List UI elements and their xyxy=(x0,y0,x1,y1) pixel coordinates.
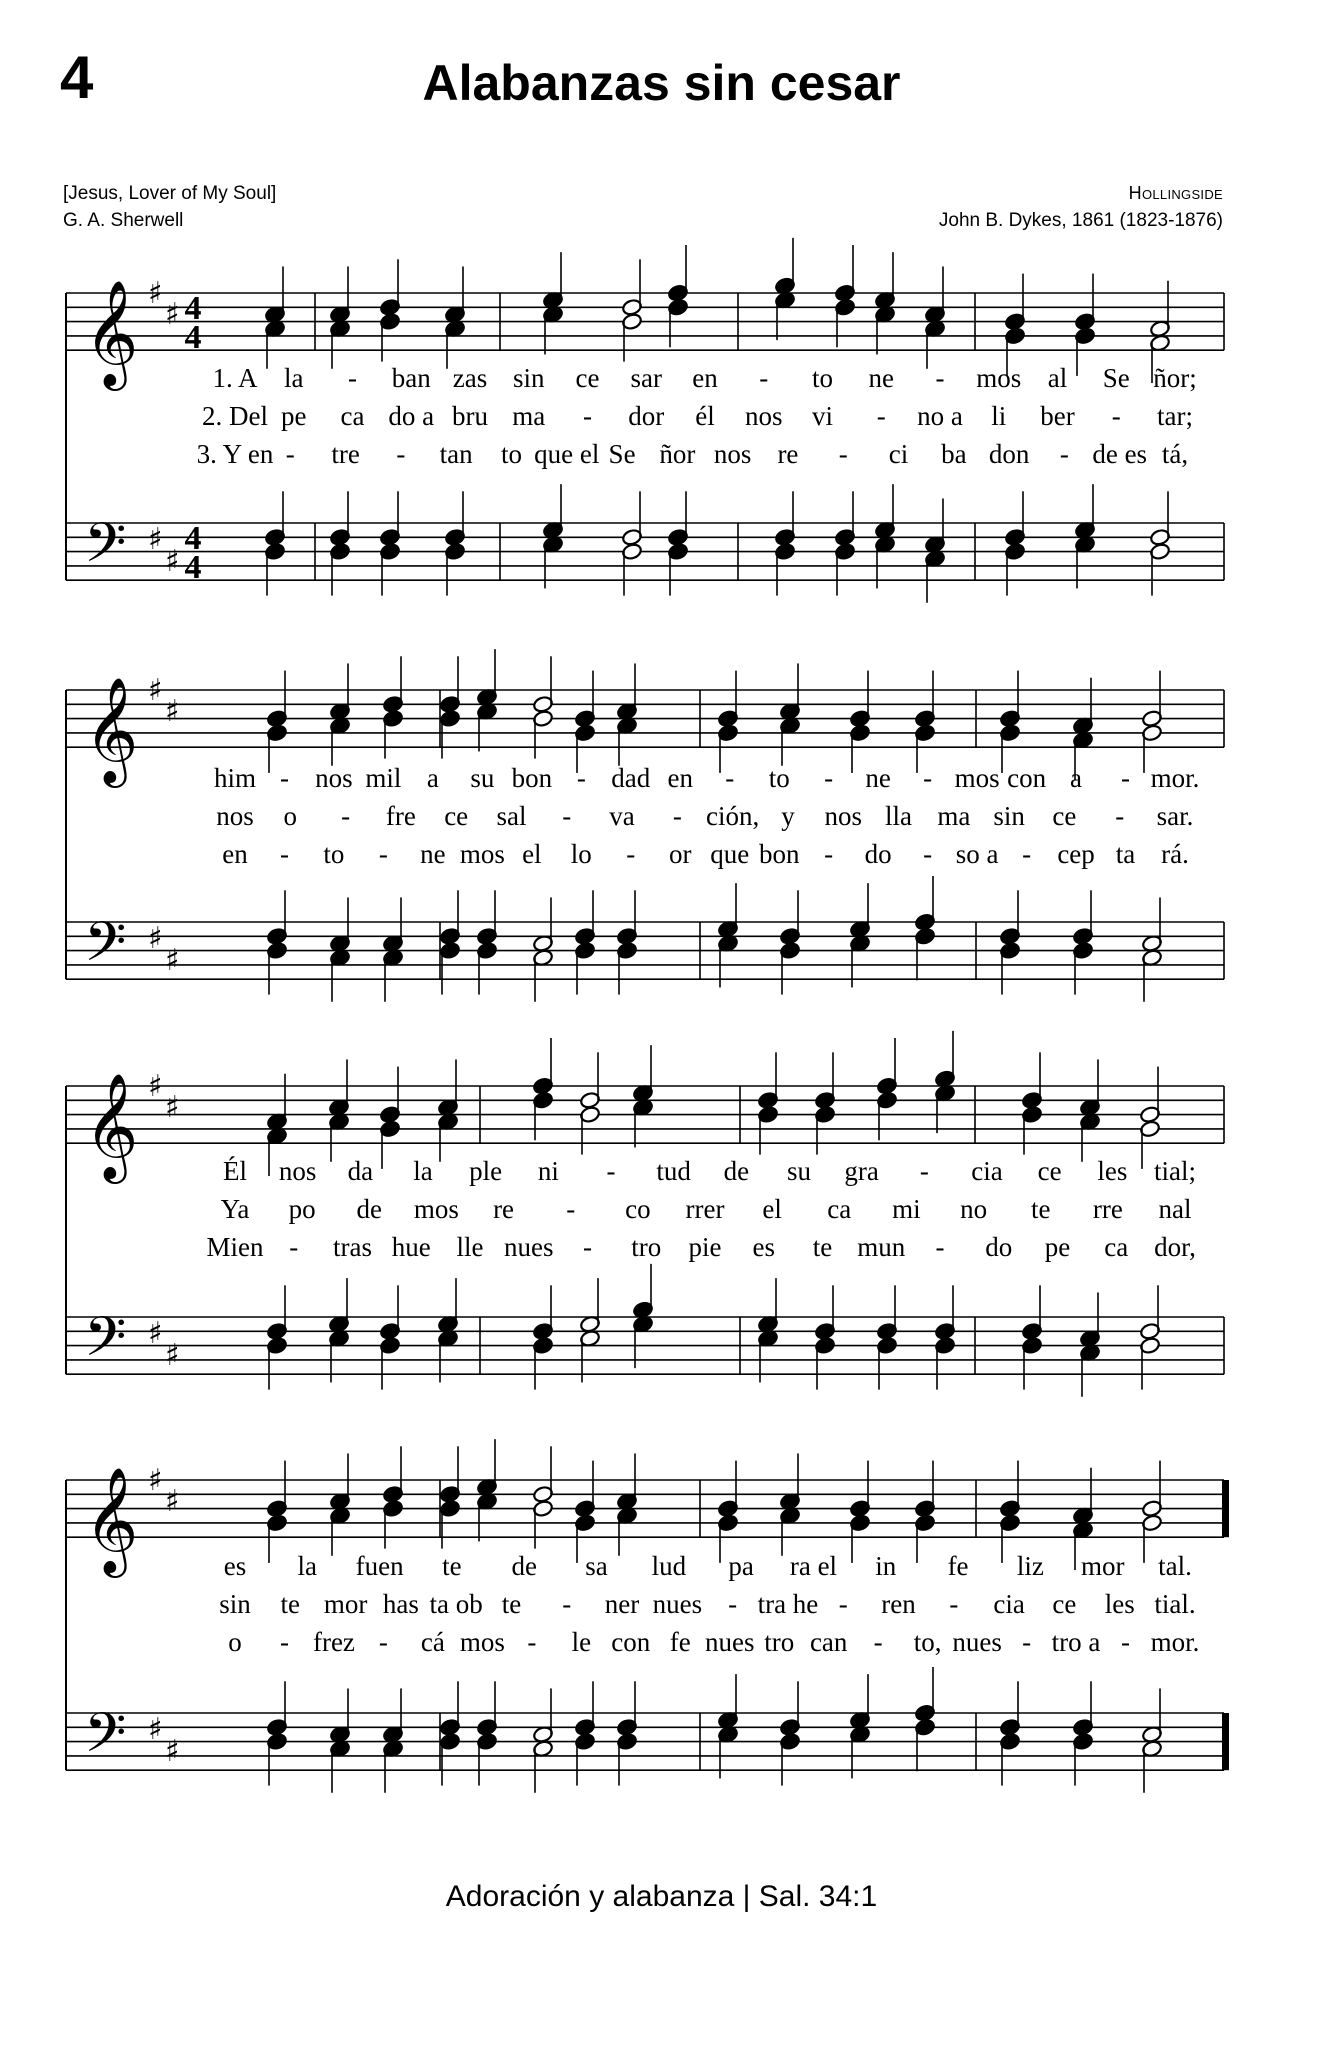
lyric-syllable: rre xyxy=(1092,1194,1123,1224)
lyric-hyphen: - xyxy=(279,763,289,793)
lyric-syllable: la xyxy=(297,1551,318,1581)
lyric-syllable: nos xyxy=(824,801,862,831)
lyric-syllable: rá. xyxy=(1161,839,1189,869)
treble-clef-icon: 𝄞 xyxy=(84,1072,139,1180)
sharp-icon: ♯ xyxy=(148,921,163,956)
lyric-syllable: que xyxy=(710,839,750,869)
lyric-syllable: him xyxy=(213,763,257,793)
lyric-syllable: da xyxy=(347,1156,374,1186)
lyric-syllable: ñor xyxy=(659,439,696,469)
lyric-syllable: to xyxy=(323,839,345,869)
lyric-syllable: mil xyxy=(365,763,402,793)
lyric-hyphen: - xyxy=(1115,801,1125,831)
treble-clef-icon: 𝄞 xyxy=(84,676,139,784)
lyric-syllable: pe xyxy=(281,401,307,431)
lyric-syllable: hue xyxy=(391,1232,431,1262)
lyric-syllable: ca xyxy=(827,1194,852,1224)
lyric-syllable: tro xyxy=(631,1232,662,1262)
lyric-syllable: es xyxy=(223,1551,247,1581)
lyric-hyphen: - xyxy=(919,1156,929,1186)
lyric-syllable: ta xyxy=(1115,839,1136,869)
lyric-syllable: don xyxy=(988,439,1030,469)
lyric-syllable: rrer xyxy=(685,1194,725,1224)
lyric-syllable: Se xyxy=(608,439,636,469)
lyric-hyphen: - xyxy=(527,1627,537,1657)
lyric-hyphen: - xyxy=(876,401,886,431)
lyric-syllable: mos xyxy=(413,1194,459,1224)
lyric-syllable: liz xyxy=(1016,1551,1044,1581)
lyric-syllable: tial; xyxy=(1154,1156,1196,1186)
lyric-syllable: fe xyxy=(947,1551,969,1581)
lyric-syllable: mor. xyxy=(1150,763,1200,793)
lyric-syllable: nos xyxy=(216,801,254,831)
lyric-hyphen: - xyxy=(1022,839,1032,869)
lyric-syllable: te xyxy=(442,1551,462,1581)
lyric-syllable: bon xyxy=(758,839,800,869)
lyric-hyphen: - xyxy=(583,1232,592,1262)
lyric-syllable: cia xyxy=(971,1156,1003,1186)
lyric-hyphen: - xyxy=(576,763,586,793)
lyric-syllable: do a xyxy=(388,401,435,431)
lyric-syllable: el xyxy=(762,1194,782,1224)
lyric-syllable: ner xyxy=(604,1589,640,1619)
lyric-syllable: ce xyxy=(1037,1156,1062,1186)
lyric-syllable: tial. xyxy=(1154,1589,1196,1619)
lyric-syllable: con xyxy=(611,1627,651,1657)
lyric-syllable: va xyxy=(609,801,635,831)
lyric-syllable: que el xyxy=(534,439,600,469)
lyric-syllable: lle xyxy=(456,1232,484,1262)
lyric-syllable: sa xyxy=(585,1551,608,1581)
lyric-syllable: su xyxy=(786,1156,812,1186)
lyric-syllable: les xyxy=(1097,1156,1128,1186)
lyric-syllable: en xyxy=(667,763,693,793)
lyric-syllable: ber xyxy=(1040,401,1075,431)
lyric-hyphen: - xyxy=(562,1589,572,1619)
sharp-icon: ♯ xyxy=(165,1484,180,1519)
lyric-hyphen: - xyxy=(1121,763,1131,793)
lyric-syllable: Mien xyxy=(206,1232,264,1262)
lyric-syllable: con xyxy=(1007,763,1047,793)
lyric-syllable: ren xyxy=(881,1589,916,1619)
lyric-syllable: ba xyxy=(941,439,967,469)
lyric-syllable: te xyxy=(280,1589,301,1619)
lyric-syllable: tal. xyxy=(1158,1551,1192,1581)
lyric-hyphen: - xyxy=(583,401,592,431)
lyric-syllable: nues xyxy=(652,1589,703,1619)
final-barline xyxy=(1222,1480,1229,1537)
lyric-syllable: cá xyxy=(420,1627,445,1657)
sharp-icon: ♯ xyxy=(165,544,180,579)
lyric-syllable: do xyxy=(985,1232,1013,1262)
lyric-hyphen: - xyxy=(935,1232,945,1262)
tune-name: Hollingside xyxy=(1128,183,1223,203)
lyric-hyphen: - xyxy=(949,1589,959,1619)
lyric-syllable: al xyxy=(1047,363,1068,393)
lyric-syllable: ci xyxy=(888,439,909,469)
lyric-syllable: nal xyxy=(1158,1194,1192,1224)
lyric-syllable: nos xyxy=(315,763,353,793)
lyric-syllable: ce xyxy=(1052,801,1077,831)
lyric-syllable: nos xyxy=(744,401,783,431)
sharp-icon: ♯ xyxy=(165,943,180,978)
final-barline xyxy=(1222,1713,1229,1770)
lyric-syllable: pe xyxy=(1044,1232,1071,1262)
lyric-syllable: a xyxy=(1070,763,1083,793)
tune-origin: [Jesus, Lover of My Soul] xyxy=(63,183,277,204)
lyric-syllable: in xyxy=(875,1551,897,1581)
lyric-syllable: te xyxy=(1030,1194,1051,1224)
lyric-syllable: su xyxy=(470,763,495,793)
lyric-syllable: co xyxy=(625,1194,651,1224)
lyric-syllable: sar. xyxy=(1156,801,1194,831)
treble-clef-icon: 𝄞 xyxy=(84,279,139,387)
lyric-hyphen: - xyxy=(824,839,834,869)
lyric-syllable: sin xyxy=(512,363,545,393)
lyric-syllable: 2. Del xyxy=(202,401,268,431)
lyric-hyphen: - xyxy=(396,439,406,469)
lyric-syllable: fe xyxy=(669,1627,691,1657)
bass-clef-icon: 𝄢 xyxy=(84,510,127,588)
lyric-syllable: ñor; xyxy=(1153,363,1197,393)
lyric-hyphen: - xyxy=(378,839,388,869)
lyric-syllable: lla xyxy=(885,801,913,831)
sharp-icon: ♯ xyxy=(148,673,163,708)
lyric-syllable: tan xyxy=(439,439,473,469)
lyric-syllable: ma xyxy=(937,801,971,831)
lyric-syllable: en xyxy=(222,839,248,869)
lyric-syllable: Ya xyxy=(220,1194,250,1224)
lyric-syllable: él xyxy=(695,401,715,431)
lyric-syllable: ma xyxy=(512,401,546,431)
lyric-syllable: dor, xyxy=(1154,1232,1196,1262)
lyric-syllable: nues xyxy=(704,1627,755,1657)
hymn-title: Alabanzas sin cesar xyxy=(422,55,901,111)
lyric-syllable: mor xyxy=(323,1589,368,1619)
lyric-syllable: gra xyxy=(844,1156,879,1186)
lyric-hyphen: - xyxy=(1111,401,1121,431)
bass-clef-icon: 𝄢 xyxy=(84,1304,127,1382)
lyric-syllable: tro a xyxy=(1051,1627,1101,1657)
lyric-syllable: en xyxy=(692,363,718,393)
lyric-hyphen: - xyxy=(759,363,769,393)
text-author: G. A. Sherwell xyxy=(63,210,184,231)
lyric-syllable: ne xyxy=(420,839,446,869)
bass-clef-icon: 𝄢 xyxy=(84,1700,127,1778)
lyric-syllable: mi xyxy=(892,1194,921,1224)
lyric-syllable: sin xyxy=(993,801,1025,831)
sharp-icon: ♯ xyxy=(165,1338,180,1373)
lyric-syllable: Se xyxy=(1102,363,1130,393)
lyric-syllable: has xyxy=(382,1589,419,1619)
lyric-syllable: tre xyxy=(331,439,360,469)
lyric-syllable: Él xyxy=(223,1156,247,1186)
lyric-syllable: tro xyxy=(764,1627,795,1657)
sharp-icon: ♯ xyxy=(148,1069,163,1104)
bass-clef-icon: 𝄢 xyxy=(84,909,127,987)
lyric-syllable: mos xyxy=(976,363,1022,393)
lyric-syllable: ción, xyxy=(706,801,760,831)
lyric-syllable: to, xyxy=(913,1627,942,1657)
lyric-syllable: 1. A xyxy=(212,363,258,393)
lyric-syllable: cep xyxy=(1057,839,1095,869)
lyric-syllable: fuen xyxy=(355,1551,404,1581)
lyric-syllable: ple xyxy=(469,1156,503,1186)
sharp-icon: ♯ xyxy=(148,1712,163,1747)
lyric-syllable: y xyxy=(781,801,795,831)
lyric-hyphen: - xyxy=(838,1589,848,1619)
lyric-syllable: tra he xyxy=(757,1589,819,1619)
lyric-syllable: tras xyxy=(333,1232,372,1262)
sharp-icon: ♯ xyxy=(148,1463,163,1498)
lyric-syllable: nues xyxy=(504,1232,554,1262)
lyric-syllable: sin xyxy=(219,1589,251,1619)
lyric-syllable: cia xyxy=(993,1589,1025,1619)
lyric-syllable: ca xyxy=(1104,1232,1129,1262)
lyric-syllable: a xyxy=(426,763,439,793)
lyric-syllable: nos xyxy=(278,1156,317,1186)
lyric-syllable: tar; xyxy=(1157,401,1193,431)
lyric-hyphen: - xyxy=(289,1232,299,1262)
hymn-number: 4 xyxy=(60,44,94,111)
lyric-hyphen: - xyxy=(1121,1627,1131,1657)
lyric-syllable: ce xyxy=(444,801,469,831)
lyric-syllable: la xyxy=(284,363,304,393)
sharp-icon: ♯ xyxy=(165,297,180,332)
lyric-syllable: lud xyxy=(651,1551,687,1581)
lyric-syllable: mor. xyxy=(1150,1627,1200,1657)
lyric-syllable: o xyxy=(283,801,298,831)
lyric-syllable: mos xyxy=(954,763,1000,793)
lyric-hyphen: - xyxy=(566,1194,576,1224)
lyric-syllable: re xyxy=(493,1194,515,1224)
sharp-icon: ♯ xyxy=(165,694,180,729)
lyric-hyphen: - xyxy=(279,839,289,869)
lyric-hyphen: - xyxy=(606,1156,616,1186)
lyric-syllable: 3. Y en xyxy=(196,439,274,469)
treble-clef-icon: 𝄞 xyxy=(84,1466,139,1574)
lyric-syllable: lo xyxy=(570,839,592,869)
lyric-syllable: de xyxy=(723,1156,750,1186)
lyric-syllable: do xyxy=(864,839,892,869)
time-signature-top: 4 xyxy=(184,520,202,557)
lyric-syllable: mos xyxy=(459,839,505,869)
lyric-syllable: te xyxy=(501,1589,522,1619)
lyric-syllable: no a xyxy=(917,401,963,431)
sharp-icon: ♯ xyxy=(165,1734,180,1769)
lyric-syllable: no xyxy=(960,1194,988,1224)
lyric-syllable: zas xyxy=(452,363,488,393)
lyric-syllable: dor xyxy=(628,401,665,431)
lyric-syllable: tud xyxy=(656,1156,691,1186)
time-signature-bottom: 4 xyxy=(184,549,202,586)
lyric-syllable: de es xyxy=(1092,439,1148,469)
lyric-syllable: tá, xyxy=(1161,439,1189,469)
lyric-syllable: ni xyxy=(537,1156,559,1186)
lyric-syllable: bon xyxy=(511,763,553,793)
lyric-syllable: to xyxy=(500,439,522,469)
lyric-syllable: ne xyxy=(868,363,894,393)
lyric-syllable: la xyxy=(413,1156,433,1186)
lyric-syllable: les xyxy=(1104,1589,1135,1619)
lyric-syllable: ta ob xyxy=(429,1589,483,1619)
sharp-icon: ♯ xyxy=(148,276,163,311)
sharp-icon: ♯ xyxy=(148,522,163,557)
lyric-hyphen: - xyxy=(626,839,636,869)
lyric-syllable: le xyxy=(571,1627,592,1657)
lyric-syllable: ban xyxy=(391,363,431,393)
lyric-syllable: es xyxy=(752,1232,775,1262)
lyric-hyphen: - xyxy=(1022,1627,1032,1657)
lyric-syllable: ce xyxy=(575,363,600,393)
time-signature-top: 4 xyxy=(184,290,202,327)
lyric-syllable: or xyxy=(669,839,692,869)
lyric-syllable: vi xyxy=(811,401,834,431)
sharp-icon: ♯ xyxy=(148,1316,163,1351)
lyric-syllable: can xyxy=(809,1627,848,1657)
lyric-syllable: dad xyxy=(611,763,651,793)
lyric-syllable: mun xyxy=(857,1232,906,1262)
lyric-syllable: to xyxy=(768,763,790,793)
lyric-syllable: ra el xyxy=(789,1551,838,1581)
lyric-syllable: li xyxy=(991,401,1007,431)
lyric-syllable: o xyxy=(228,1627,242,1657)
lyric-hyphen: - xyxy=(341,801,351,831)
lyric-syllable: ca xyxy=(340,401,365,431)
lyric-syllable: de xyxy=(511,1551,537,1581)
lyric-hyphen: - xyxy=(672,801,682,831)
sharp-icon: ♯ xyxy=(165,1090,180,1125)
lyric-syllable: sar xyxy=(630,363,662,393)
lyric-syllable: de xyxy=(356,1194,383,1224)
lyric-hyphen: - xyxy=(873,1627,883,1657)
lyric-syllable: re xyxy=(777,439,799,469)
footer-topic: Adoración y alabanza | Sal. 34:1 xyxy=(445,1880,878,1913)
lyric-hyphen: - xyxy=(562,801,572,831)
lyric-syllable: te xyxy=(812,1232,833,1262)
lyric-hyphen: - xyxy=(725,763,735,793)
lyric-syllable: ne xyxy=(865,763,891,793)
lyric-hyphen: - xyxy=(824,763,834,793)
lyric-syllable: to xyxy=(811,363,834,393)
lyric-syllable: fre xyxy=(385,801,416,831)
lyric-syllable: el xyxy=(522,839,542,869)
lyric-hyphen: - xyxy=(1059,439,1069,469)
lyric-syllable: mos xyxy=(459,1627,505,1657)
lyric-syllable: nos xyxy=(713,439,752,469)
lyric-syllable: pie xyxy=(688,1232,722,1262)
lyric-syllable: mor xyxy=(1080,1551,1125,1581)
lyric-syllable: po xyxy=(288,1194,316,1224)
lyric-hyphen: - xyxy=(935,363,945,393)
composer: John B. Dykes, 1861 (1823-1876) xyxy=(938,210,1223,231)
lyric-syllable: frez xyxy=(312,1627,355,1657)
lyric-hyphen: - xyxy=(923,763,933,793)
lyric-syllable: ce xyxy=(1052,1589,1077,1619)
lyric-hyphen: - xyxy=(728,1589,738,1619)
lyric-hyphen: - xyxy=(285,439,295,469)
lyric-syllable: bru xyxy=(452,401,488,431)
lyric-syllable: pa xyxy=(728,1551,754,1581)
lyric-hyphen: - xyxy=(348,363,357,393)
lyric-hyphen: - xyxy=(923,839,933,869)
lyric-hyphen: - xyxy=(838,439,848,469)
lyric-syllable: sal xyxy=(496,801,527,831)
time-signature-bottom: 4 xyxy=(184,319,202,356)
lyric-syllable: so a xyxy=(955,839,999,869)
lyric-syllable: nues xyxy=(952,1627,1002,1657)
lyric-hyphen: - xyxy=(279,1627,289,1657)
lyric-hyphen: - xyxy=(378,1627,388,1657)
